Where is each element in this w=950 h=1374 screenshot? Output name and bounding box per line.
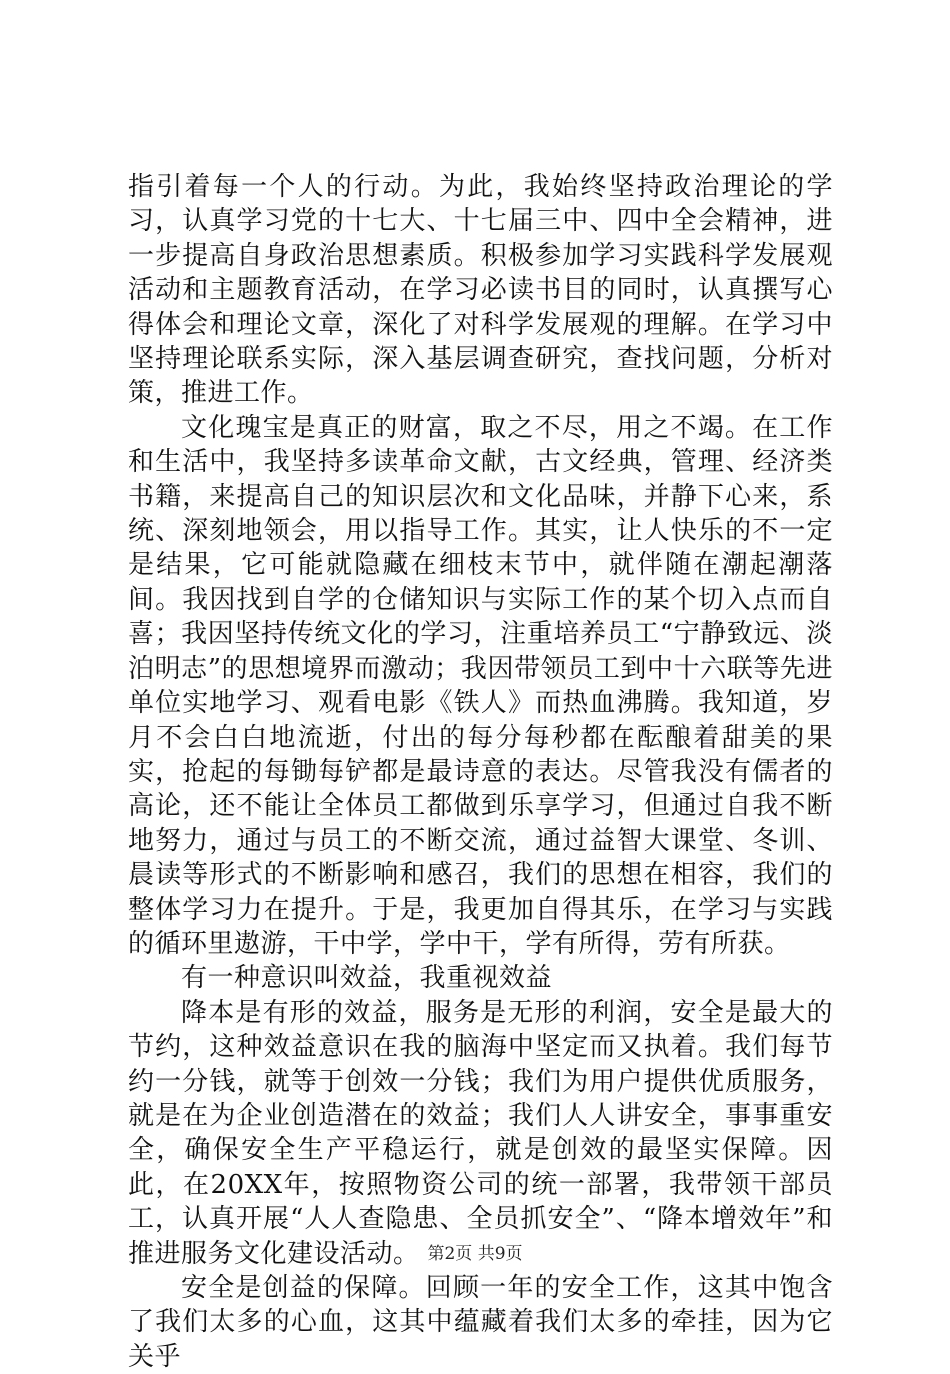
document-body (128, 170, 833, 1374)
paragraph-4: 安全是创益的保障。回顾一年的安全工作，这其中饱含了我们太多的心血，这其中蕴藏着我们太多的牵挂，因为它关乎 (128, 1273, 833, 1372)
section-heading: 有一种意识叫效益，我重视效益 (181, 963, 553, 994)
page-number-footer: 第2页 共9页 (427, 1244, 523, 1264)
paragraph-1: 指引着每一个人的行动。为此，我始终坚持政治理论的学习，认真学习党的十七大、十七届三中、四中全会精神，进一步提高自身政治思想素质。积极参加学习实践科学发展观活动和主题教育活动，在学习必读书目的同时，认真撰写心得体会和理论文章，深化了对科学发展观的理解。在学习中坚持理论联系实际，深入基层调查研究，查找问题，分析对策，推进工作。 (128, 172, 833, 409)
paragraph-2: 文化瑰宝是真正的财富，取之不尽，用之不竭。在工作和生活中，我坚持多读革命文献，古文经典，管理、经济类书籍，来提高自己的知识层次和文化品味，并静下心来，系统、深刻地领会，用以指导工作。其实，让人快乐的不一定是结果，它可能就隐藏在细枝末节中，就伴随在潮起潮落间。我因找到自学的仓储知识与实际工作的某个切入点而自喜；我因坚持传统文化的学习，注重培养员工“宁静致远、淡泊明志”的思想境界而激动；我因带领员工到中十六联等先进单位实地学习、观看电影《铁人》而热血沸腾。我知道，岁月不会白白地流逝，付出的每分每秒都在酝酿着甜美的果实，抢起的每锄每铲都是最诗意的表达。尽管我没有儒者的高论，还不能让全体员工都做到乐享学习，但通过自我不断地努力，通过与员工的不断交流，通过益智大课堂、冬训、晨读等形式的不断影响和感召，我们的思想在相容，我们的整体学习力在提升。于是，我更加自得其乐，在学习与实践的循环里遨游，干中学，学中干，学有所得，劳有所获。 (128, 412, 833, 959)
paragraph-3: 降本是有形的效益，服务是无形的利润，安全是最大的节约，这种效益意识在我的脑海中坚定而又执着。我们每节约一分钱，就等于创效一分钱；我们为用户提供优质服务，就是在为企业创造潜在的效益；我们人人讲安全，事事重安全，确保安全生产平稳运行，就是创效的最坚实保障。因此，在20XX年，按照物资公司的统一部署，我带领干部员工，认真开展“人人查隐患、全员抓安全”、“降本增效年”和推进服务文化建设活动。 (128, 997, 833, 1269)
